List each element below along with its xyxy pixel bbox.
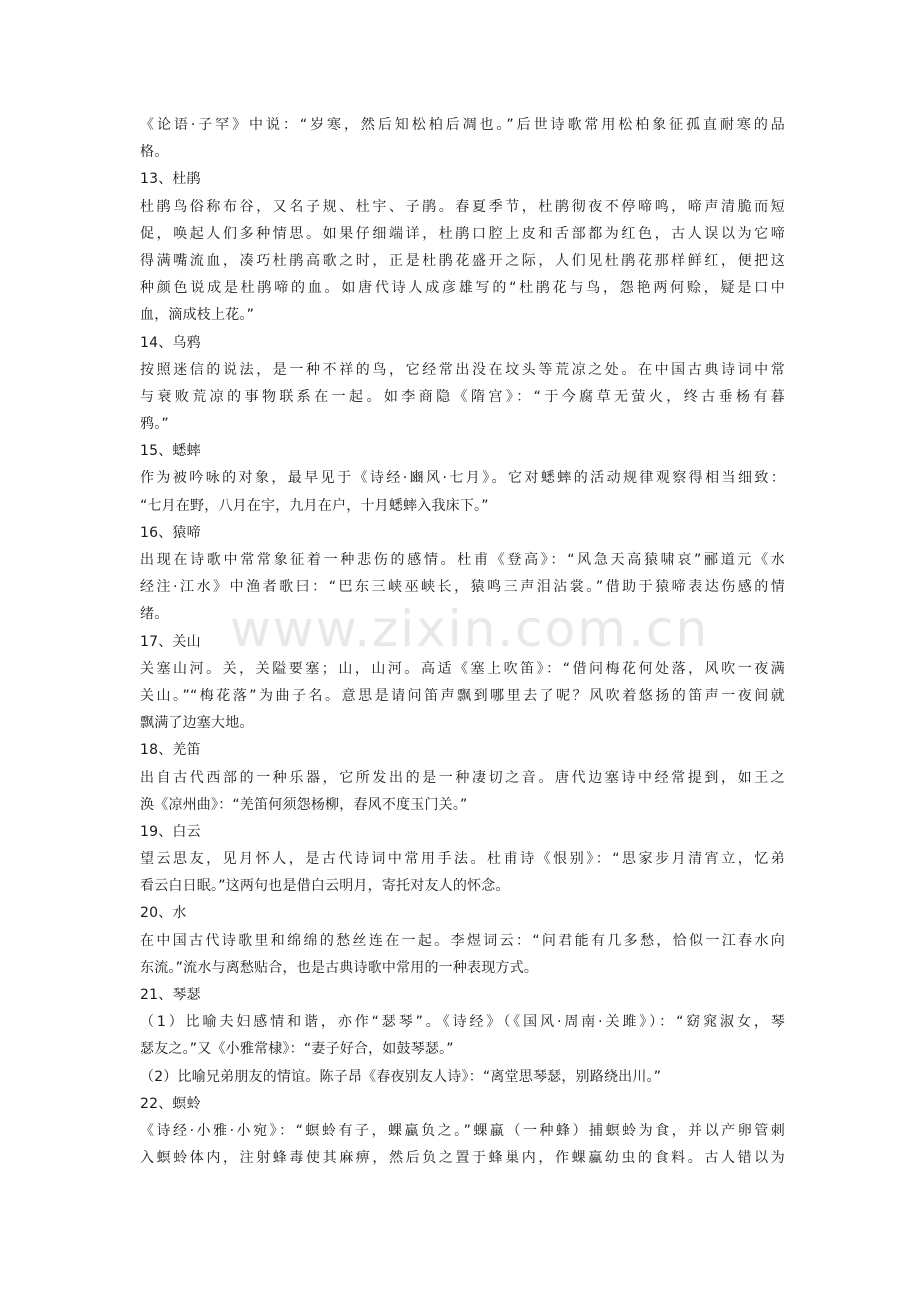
text-line: 《论语·子罕》中说：“岁寒，然后知松柏后凋也。”后世诗歌常用松柏象征孤直耐寒的品: [140, 117, 785, 133]
text-line: 促，唤起人们多种情思。如果仔细端详，杜鹃口腔上皮和舌部都为红色，古人误以为它啼: [140, 225, 785, 242]
text-line: 血，滴成枝上花。”: [140, 307, 255, 324]
text-line: “七月在野，八月在宇，九月在户，十月蟋蟀入我床下。”: [140, 497, 489, 514]
section-heading: 21、琴瑟: [140, 987, 201, 1003]
text-line: 望云思友，见月怀人，是古代诗词中常用手法。杜甫诗《恨别》：“思家步月清宵立，忆弟: [140, 851, 785, 868]
text-line: 作为被吟咏的对象，最早见于《诗经·豳风·七月》。它对蟋蟀的活动规律观察得相当细致：: [140, 470, 785, 487]
section-heading: 14、乌鸦: [140, 334, 201, 351]
text-line: 东流。”流水与离愁贴合，也是古典诗歌中常用的一种表现方式。: [140, 959, 539, 976]
text-line: 出自古代西部的一种乐器，它所发出的是一种凄切之音。唐代边塞诗中经常提到，如王之: [140, 769, 785, 786]
text-line: 鸦。”: [140, 416, 169, 433]
text-line: 绪。: [140, 606, 169, 623]
text-line: 瑟友之。”又《小雅常棣》：“妻子好合，如鼓琴瑟。”: [140, 1041, 454, 1058]
text-line: 杜鹃鸟俗称布谷，又名子规、杜宇、子鹃。春夏季节，杜鹃彻夜不停啼鸣，啼声清脆而短: [140, 198, 785, 215]
text-line: （2）比喻兄弟朋友的情谊。陈子昂《春夜别友人诗》：“离堂思琴瑟，别路绕出川。”: [140, 1068, 662, 1085]
text-line: 看云白日眠。”这两句也是借白云明月，寄托对友人的怀念。: [140, 878, 510, 895]
text-line: 经注·江水》中渔者歌曰：“巴东三峡巫峡长，猿鸣三声泪沾裳。”借助于猿啼表达伤感的情: [140, 579, 785, 596]
text-line: 涣《凉州曲》：“羌笛何须怨杨柳，春风不度玉门关。”: [140, 796, 468, 813]
section-heading: 16、猿啼: [140, 524, 201, 541]
section-heading: 13、杜鹃: [140, 171, 201, 188]
document-body: [140, 112, 785, 1172]
text-line: 格。: [140, 144, 169, 161]
text-line: 关塞山河。关，关隘要塞；山，山河。高适《塞上吹笛》：“借问梅花何处落，风吹一夜满: [140, 660, 785, 677]
section-heading: 17、关山: [140, 633, 201, 650]
section-heading: 20、水: [140, 905, 187, 922]
text-line: 按照迷信的说法，是一种不祥的鸟，它经常出没在坟头等荒凉之处。在中国古典诗词中常: [140, 361, 785, 378]
text-line: 关山。”“梅花落”为曲子名。意思是请问笛声飘到哪里去了呢？风吹着悠扬的笛声一夜间就: [140, 687, 785, 704]
watermark: www.zixin.com.cn: [230, 600, 710, 658]
text-line: （1）比喻夫妇感情和谐，亦作“瑟琴”。《诗经》（《国风·周南·关雎》）：“窈窕淑女，琴: [140, 1014, 785, 1031]
text-line: 得满嘴流血，凑巧杜鹃高歌之时，正是杜鹃花盛开之际，人们见杜鹃花那样鲜红，便把这: [140, 252, 785, 269]
text-line: 在中国古代诗歌里和绵绵的愁丝连在一起。李煜词云：“问君能有几多愁，恰似一江春水向: [140, 932, 785, 949]
text-line: 入螟蛉体内，注射蜂毒使其麻痹，然后负之置于蜂巢内，作蜾蠃幼虫的食料。古人错以为: [140, 1150, 785, 1167]
section-heading: 19、白云: [140, 823, 201, 840]
text-line: 出现在诗歌中常常象征着一种悲伤的感情。杜甫《登高》：“风急天高猿啸哀”郦道元《水: [140, 552, 785, 568]
text-line: 《诗经·小雅·小宛》：“螟蛉有子，蜾蠃负之。”蜾蠃（一种蜂）捕螟蛉为食，并以产卵管刺: [140, 1122, 785, 1139]
text-line: 与衰败荒凉的事物联系在一起。如李商隐《隋宫》：“于今腐草无萤火，终古垂杨有暮: [140, 388, 785, 405]
text-line: 种颜色说成是杜鹃啼的血。如唐代诗人成彦雄写的“杜鹃花与鸟，怨艳两何赊，疑是口中: [140, 280, 785, 297]
text-line: 飘满了边塞大地。: [140, 715, 254, 732]
section-heading: 15、蟋蟀: [140, 443, 201, 460]
section-heading: 22、螟蛉: [140, 1095, 201, 1112]
section-heading: 18、羌笛: [140, 742, 201, 759]
